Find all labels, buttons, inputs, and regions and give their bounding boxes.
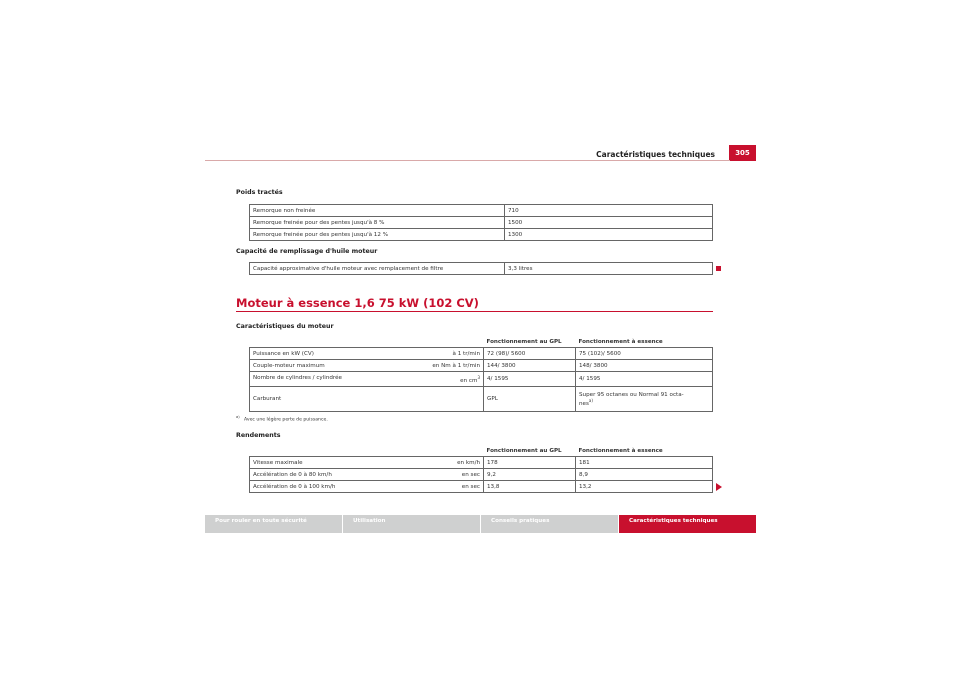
perf-essence: 8,9 — [576, 469, 713, 481]
table-row — [250, 348, 713, 360]
page-header-title: Caractéristiques techniques — [596, 150, 715, 159]
oil-section-title: Capacité de remplissage d'huile moteur — [236, 248, 378, 255]
engine-unit-sup: 3 — [477, 374, 480, 380]
section-end-mark — [716, 266, 721, 271]
oil-table — [249, 262, 713, 275]
table-row — [250, 387, 713, 412]
col-essence-header: Fonctionnement à essence — [576, 337, 713, 348]
engine-essence: 4/ 1595 — [576, 372, 713, 387]
oil-label: Capacité approximative d'huile moteur avec remplacement de filtre — [250, 263, 505, 275]
footnote-text: Avec une légère perte de puissance. — [244, 417, 328, 423]
performance-section-title: Rendements — [236, 432, 281, 439]
header-divider — [205, 160, 730, 161]
engine-gpl: GPL — [484, 387, 576, 412]
page-number: 305 — [729, 145, 756, 161]
perf-gpl: 178 — [484, 457, 576, 469]
perf-label: Accélération de 0 à 80 km/h — [253, 471, 332, 478]
engine-label: Carburant — [250, 387, 484, 412]
perf-essence: 13,2 — [576, 481, 713, 493]
perf-gpl: 9,2 — [484, 469, 576, 481]
table-row — [250, 360, 713, 372]
engine-essence: Super 95 octanes ou Normal 91 octa- — [579, 391, 684, 398]
table-row — [250, 205, 713, 217]
performance-table — [249, 446, 713, 493]
engine-essence: 75 (102)/ 5600 — [576, 348, 713, 360]
engine-essence-sup: a) — [588, 397, 593, 403]
engine-footnote — [236, 415, 328, 423]
table-row — [250, 457, 713, 469]
engine-gpl: 72 (98)/ 5600 — [484, 348, 576, 360]
oil-value: 3,3 litres — [505, 263, 713, 275]
towing-section-title: Poids tractés — [236, 189, 283, 196]
table-row — [250, 263, 713, 275]
footnote-mark: a) — [236, 415, 240, 419]
nav-tab-technical[interactable]: Caractéristiques techniques — [619, 515, 756, 533]
engine-section-title: Moteur à essence 1,6 75 kW (102 CV) — [236, 296, 479, 310]
engine-unit: à 1 tr/min — [452, 350, 480, 357]
engine-essence: 148/ 3800 — [576, 360, 713, 372]
nav-tab-usage[interactable]: Utilisation — [343, 515, 480, 533]
engine-label: Nombre de cylindres / cylindrée — [253, 374, 342, 381]
engine-gpl: 4/ 1595 — [484, 372, 576, 387]
nav-tab-safety[interactable]: Pour rouler en toute sécurité — [205, 515, 342, 533]
nav-tab-tips[interactable]: Conseils pratiques — [481, 515, 618, 533]
engine-gpl: 144/ 3800 — [484, 360, 576, 372]
table-header-row — [250, 446, 713, 457]
table-header-row — [250, 337, 713, 348]
table-row — [250, 481, 713, 493]
towing-value: 710 — [505, 205, 713, 217]
engine-unit: en cm — [460, 377, 478, 384]
col-gpl-header: Fonctionnement au GPL — [484, 446, 576, 457]
table-row — [250, 469, 713, 481]
col-gpl-header: Fonctionnement au GPL — [484, 337, 576, 348]
engine-label: Puissance en kW (CV) — [253, 350, 314, 357]
table-row — [250, 372, 713, 387]
bottom-nav — [205, 515, 756, 533]
engine-table — [249, 337, 713, 412]
perf-label: Vitesse maximale — [253, 459, 303, 466]
towing-label: Remorque freinée pour des pentes jusqu'à 12 % — [250, 229, 505, 241]
perf-essence: 181 — [576, 457, 713, 469]
perf-unit: en sec — [461, 471, 480, 478]
perf-gpl: 13,8 — [484, 481, 576, 493]
engine-unit: en Nm à 1 tr/min — [432, 362, 480, 369]
perf-unit: en sec — [461, 483, 480, 490]
col-essence-header: Fonctionnement à essence — [576, 446, 713, 457]
continue-arrow-icon — [716, 483, 722, 491]
engine-table-title: Caractéristiques du moteur — [236, 323, 334, 330]
towing-label: Remorque non freinée — [250, 205, 505, 217]
table-row — [250, 229, 713, 241]
towing-table — [249, 204, 713, 241]
perf-label: Accélération de 0 à 100 km/h — [253, 483, 336, 490]
perf-unit: en km/h — [457, 459, 480, 466]
towing-label: Remorque freinée pour des pentes jusqu'à 8 % — [250, 217, 505, 229]
engine-label: Couple-moteur maximum — [253, 362, 325, 369]
towing-value: 1500 — [505, 217, 713, 229]
engine-essence-line2: nes — [579, 400, 589, 407]
towing-value: 1300 — [505, 229, 713, 241]
table-row — [250, 217, 713, 229]
engine-section-divider — [236, 311, 713, 312]
